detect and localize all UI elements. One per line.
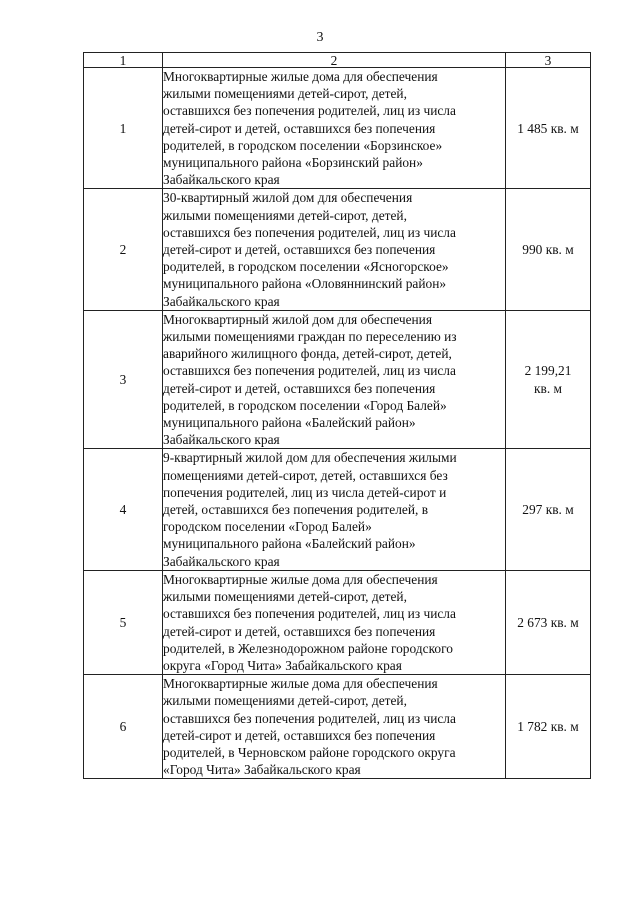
description-line: помещениями детей-сирот, детей, оставшихся без	[163, 467, 448, 483]
description-line: Многоквартирные жилые дома для обеспечения	[163, 676, 438, 692]
description-line: детей-сирот и детей, оставшихся без попечения	[163, 242, 436, 258]
row-number: 3	[84, 310, 163, 449]
object-area	[506, 449, 591, 570]
description-line: оставшихся без попечения родителей, лиц из числа	[163, 103, 456, 119]
table-row	[84, 675, 591, 779]
description-line: Многоквартирные жилые дома для обеспечения	[163, 571, 438, 587]
table-header-row	[84, 53, 591, 68]
object-area	[506, 68, 591, 189]
description-line: оставшихся без попечения родителей, лиц из числа	[163, 363, 456, 379]
row-number: 1	[84, 68, 163, 189]
table-row	[84, 68, 591, 189]
column-header-3: 3	[506, 53, 591, 68]
object-area	[506, 189, 591, 310]
description-line: Забайкальского края	[163, 553, 280, 569]
description-line: жилыми помещениями детей-сирот, детей,	[163, 693, 407, 709]
description-line: 9-квартирный жилой дом для обеспечения жилыми	[163, 450, 457, 466]
objects-table	[83, 52, 591, 779]
description-line: оставшихся без попечения родителей, лиц из числа	[163, 710, 456, 726]
description-line: оставшихся без попечения родителей, лиц из числа	[163, 606, 456, 622]
description-line: аварийного жилищного фонда, детей-сирот, детей,	[163, 346, 452, 362]
description-line: Забайкальского края	[163, 172, 280, 188]
description-line: округа «Город Чита» Забайкальского края	[163, 657, 402, 673]
area-value: 2 199,21	[524, 363, 572, 379]
description-line: Забайкальского края	[163, 293, 280, 309]
area-value: 1 782 кв. м	[517, 719, 579, 735]
description-line: родителей, в Железнодорожном районе городского	[163, 640, 453, 656]
description-line: родителей, в Черновском районе городского округа	[163, 744, 456, 760]
description-line: жилыми помещениями детей-сирот, детей,	[163, 207, 407, 223]
description-line: «Город Чита» Забайкальского края	[163, 762, 361, 778]
area-value: 2 673 кв. м	[517, 614, 579, 630]
description-line: попечения родителей, лиц из числа детей-сирот и	[163, 484, 447, 500]
description-line: муниципального района «Балейский район»	[163, 415, 416, 431]
table-row	[84, 189, 591, 310]
description-line: детей-сирот и детей, оставшихся без попечения	[163, 727, 436, 743]
description-line: муниципального района «Балейский район»	[163, 536, 416, 552]
description-line: Забайкальского края	[163, 432, 280, 448]
description-line: родителей, в городском поселении «Город Балей»	[163, 397, 447, 413]
object-description	[163, 675, 506, 779]
column-header-1: 1	[84, 53, 163, 68]
object-area	[506, 675, 591, 779]
object-description	[163, 570, 506, 674]
object-description	[163, 310, 506, 449]
description-line: оставшихся без попечения родителей, лиц из числа	[163, 224, 456, 240]
description-line: родителей, в городском поселении «Борзинское»	[163, 137, 443, 153]
row-number: 4	[84, 449, 163, 570]
description-line: жилыми помещениями детей-сирот, детей,	[163, 86, 407, 102]
page-number: 3	[316, 30, 324, 45]
table-row	[84, 570, 591, 674]
area-value: 990 кв. м	[522, 242, 574, 258]
area-value: 1 485 кв. м	[517, 120, 579, 136]
row-number: 6	[84, 675, 163, 779]
row-number: 2	[84, 189, 163, 310]
object-area	[506, 570, 591, 674]
description-line: детей-сирот и детей, оставшихся без попечения	[163, 623, 436, 639]
description-line: муниципального района «Оловяннинский район»	[163, 276, 447, 292]
area-value: кв. м	[534, 380, 562, 396]
object-area	[506, 310, 591, 449]
row-number: 5	[84, 570, 163, 674]
description-line: родителей, в городском поселении «Ясногорское»	[163, 259, 449, 275]
column-header-2: 2	[163, 53, 506, 68]
description-line: 30-квартирный жилой дом для обеспечения	[163, 190, 413, 206]
description-line: жилыми помещениями детей-сирот, детей,	[163, 589, 407, 605]
table-row	[84, 310, 591, 449]
description-line: детей-сирот и детей, оставшихся без попечения	[163, 380, 436, 396]
description-line: городском поселении «Город Балей»	[163, 519, 372, 535]
description-line: жилыми помещениями граждан по переселению из	[163, 329, 457, 345]
object-description	[163, 68, 506, 189]
object-description	[163, 449, 506, 570]
description-line: муниципального района «Борзинский район»	[163, 155, 423, 171]
area-value: 297 кв. м	[522, 502, 574, 518]
description-line: Многоквартирные жилые дома для обеспечения	[163, 69, 438, 84]
description-line: детей, оставшихся без попечения родителей, в	[163, 502, 429, 518]
description-line: детей-сирот и детей, оставшихся без попечения	[163, 120, 436, 136]
object-description	[163, 189, 506, 310]
table-row	[84, 449, 591, 570]
description-line: Многоквартирный жилой дом для обеспечения	[163, 311, 433, 327]
